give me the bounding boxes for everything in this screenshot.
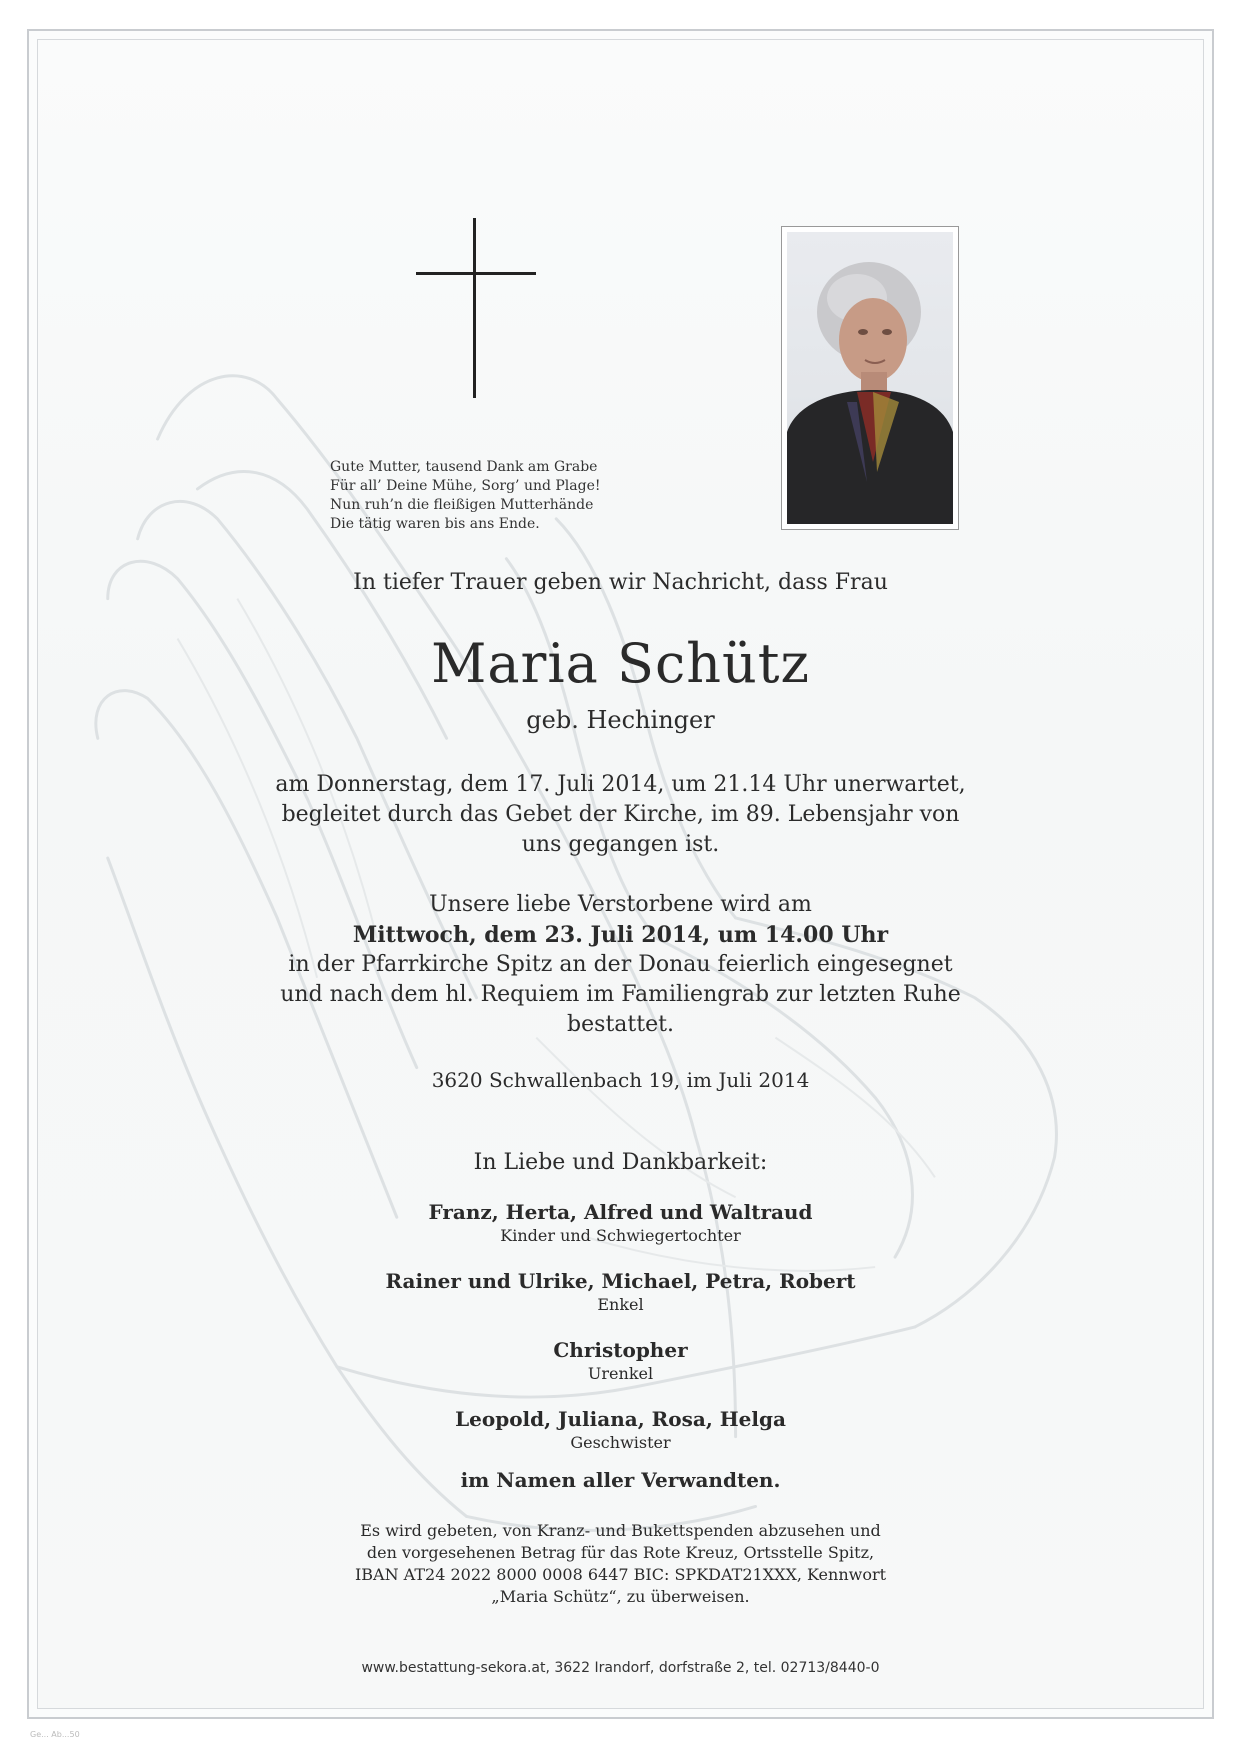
verse-line: Gute Mutter, tausend Dank am Grabe [330, 459, 598, 475]
death-notice-line: am Donnerstag, dem 17. Juli 2014, um 21.14 Uhr unerwartet, [275, 772, 966, 797]
deceased-name: Maria Schütz [431, 632, 810, 695]
closing-line: im Namen aller Verwandten. [460, 1468, 781, 1492]
family-relation: Geschwister [570, 1433, 671, 1452]
family-relation: Urenkel [587, 1364, 654, 1383]
verse-line: Die tätig waren bis ans Ende. [330, 516, 540, 532]
death-notice-line: uns gegangen ist. [521, 832, 720, 857]
funeral-line: und nach dem hl. Requiem im Familiengrab zur letzten Ruhe [280, 982, 961, 1007]
donation-line: „Maria Schütz“, zu überweisen. [491, 1587, 750, 1606]
place-date: 3620 Schwallenbach 19, im Juli 2014 [431, 1068, 810, 1092]
family-names: Christopher [553, 1338, 688, 1362]
death-notice [0, 770, 1241, 860]
funeral-line: in der Pfarrkirche Spitz an der Donau feierlich eingesegnet [288, 952, 953, 977]
donation-line: Es wird gebeten, von Kranz- und Bukettspenden abzusehen und [360, 1521, 881, 1540]
funeral-line: Unsere liebe Verstorbene wird am [429, 892, 812, 917]
page-border-inner [37, 39, 1204, 1709]
donation-note [0, 1520, 1241, 1608]
funeral-date: Mittwoch, dem 23. Juli 2014, um 14.00 Uhr [352, 922, 889, 948]
donation-line: den vorgesehenen Betrag für das Rote Kreuz, Ortsstelle Spitz, [366, 1543, 875, 1562]
family-relation: Kinder und Schwiegertochter [500, 1226, 741, 1245]
donation-line: IBAN AT24 2022 8000 0008 6447 BIC: SPKDAT21XXX, Kennwort [354, 1565, 887, 1584]
portrait-photo-frame [781, 226, 959, 530]
family-group [0, 1338, 1241, 1383]
intro-text: In tiefer Trauer geben wir Nachricht, dass Frau [353, 570, 888, 595]
death-notice-line: begleitet durch das Gebet der Kirche, im 89. Lebensjahr von [281, 802, 960, 827]
funeral-line: bestattet. [567, 1012, 674, 1037]
family-group [0, 1269, 1241, 1314]
maiden-name: geb. Hechinger [526, 706, 715, 734]
family-names: Rainer und Ulrike, Michael, Petra, Robert [385, 1269, 856, 1293]
verse-line: Für all’ Deine Mühe, Sorg’ und Plage! [330, 478, 601, 494]
print-mark: Ge... Ab...50 [30, 1730, 80, 1739]
praying-hands-illustration [38, 40, 1203, 1708]
family-group [0, 1407, 1241, 1452]
family-group [0, 1200, 1241, 1245]
family-names: Franz, Herta, Alfred und Waltraud [428, 1200, 813, 1224]
memorial-verse [330, 458, 650, 534]
thanks-heading: In Liebe und Dankbarkeit: [473, 1150, 768, 1175]
portrait-photo [787, 232, 953, 524]
page-border-outer [27, 29, 1214, 1719]
verse-line: Nun ruh’n die fleißigen Mutterhände [330, 497, 594, 513]
family-relation: Enkel [597, 1295, 644, 1314]
footer-contact: www.bestattung-sekora.at, 3622 Irandorf, dorfstraße 2, tel. 02713/8440-0 [361, 1660, 880, 1676]
family-names: Leopold, Juliana, Rosa, Helga [455, 1407, 786, 1431]
funeral-notice [0, 890, 1241, 1040]
cross-icon [416, 218, 536, 398]
